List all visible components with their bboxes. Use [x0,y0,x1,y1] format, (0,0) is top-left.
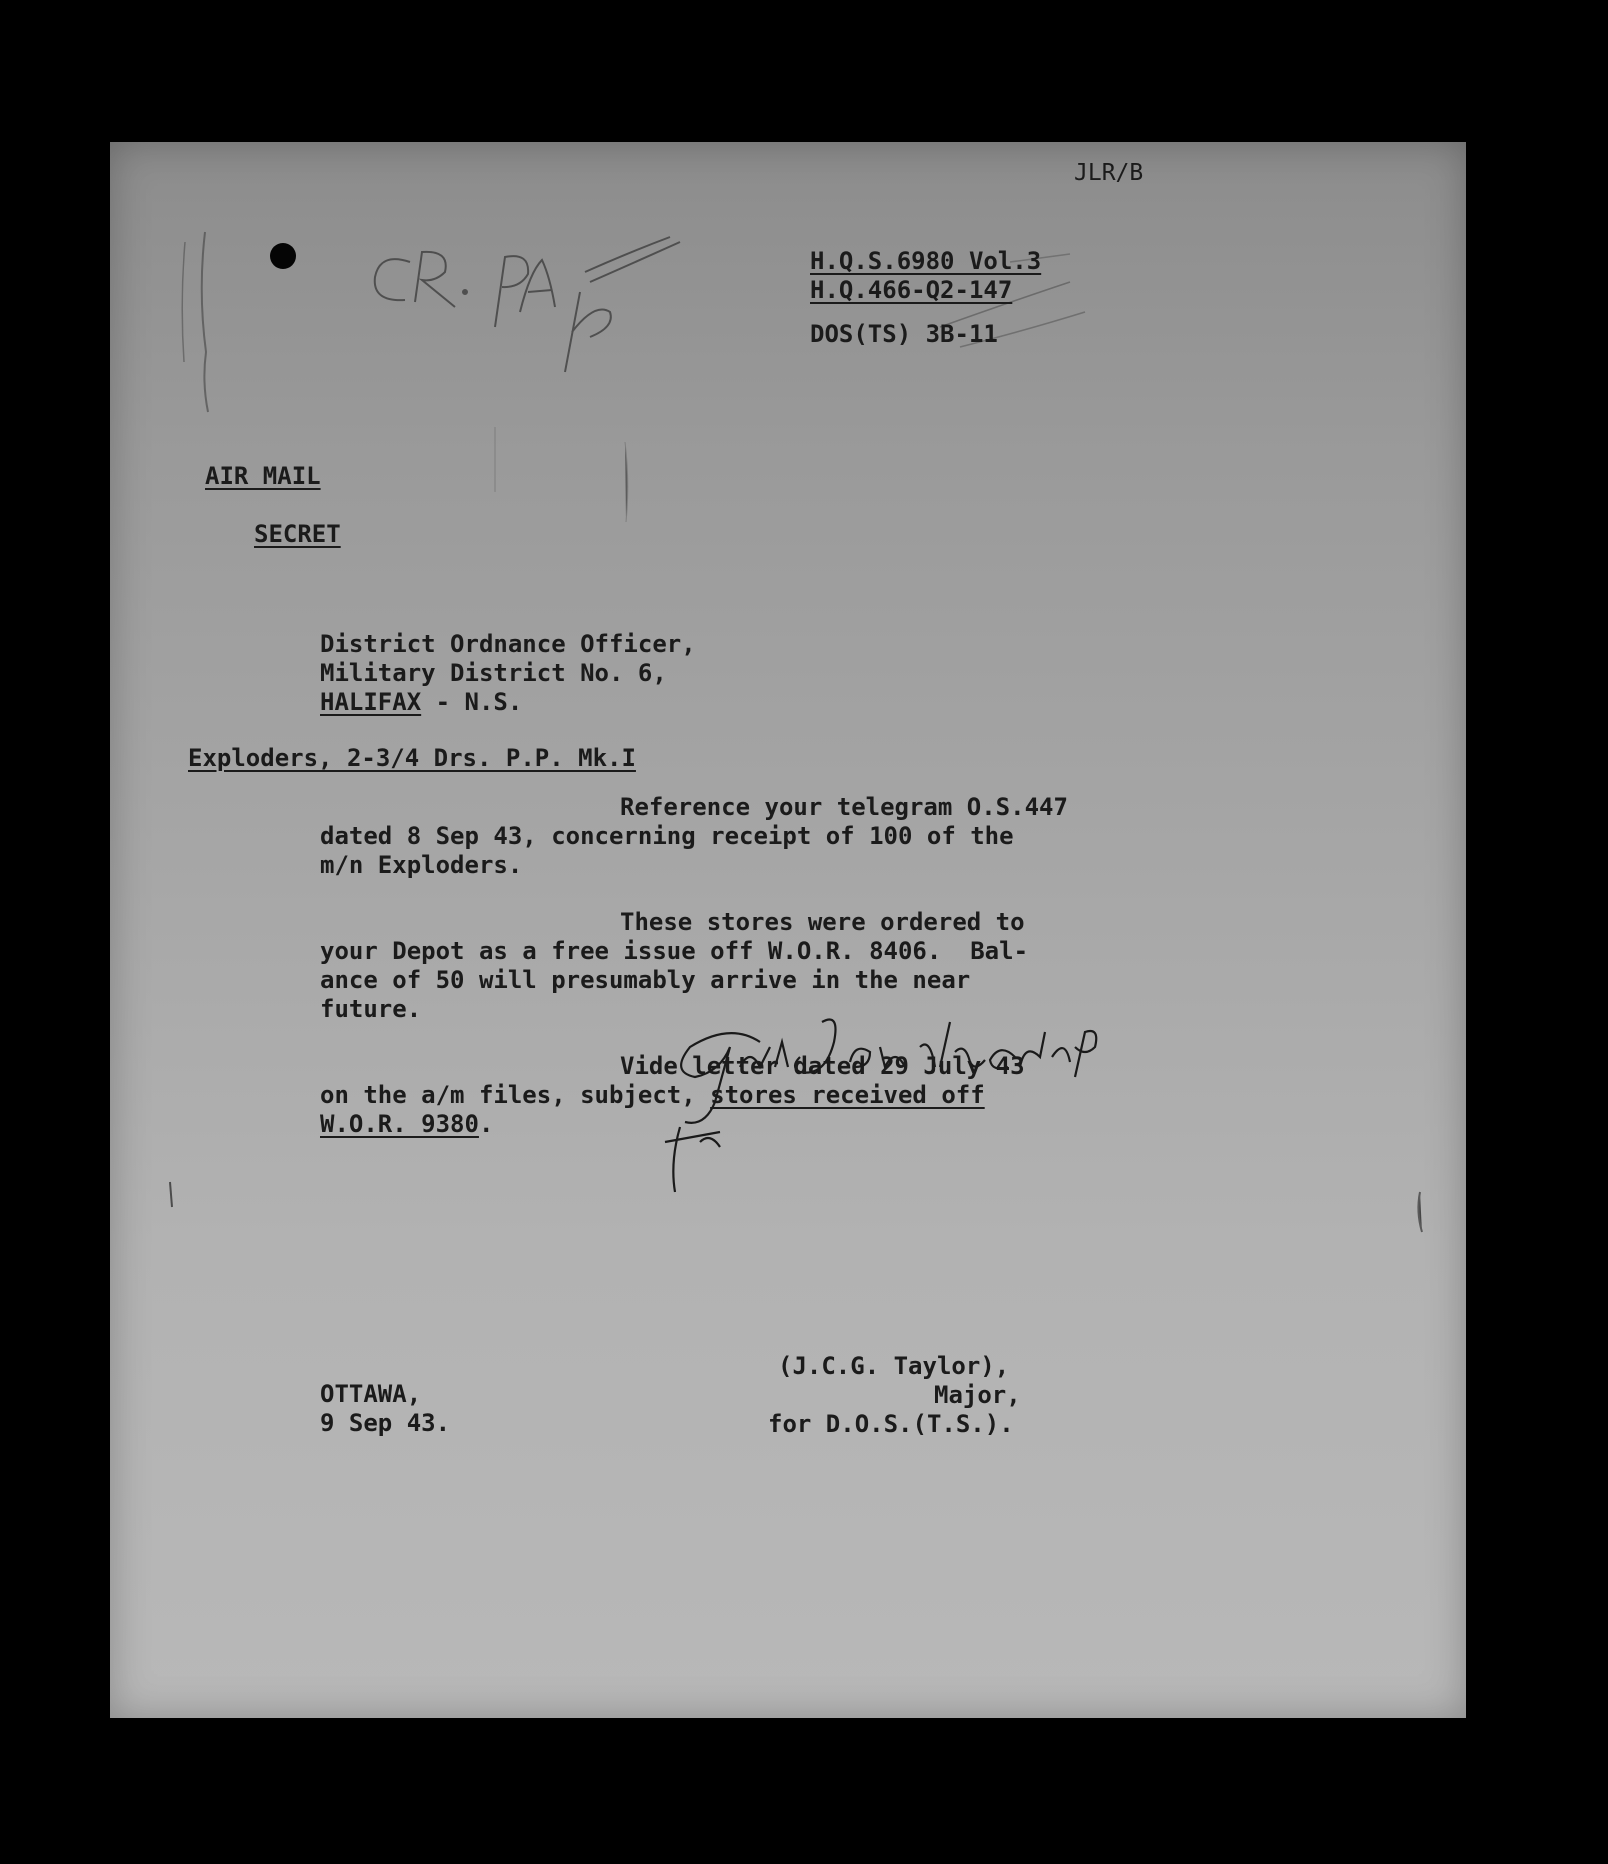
para2-line-1: These stores were ordered to [620,908,1025,936]
handwritten-note [375,237,680,372]
para3-text: on the a/m files, subject, [320,1081,711,1109]
para3-underlined-2: W.O.R. 9380 [320,1110,479,1138]
addressee-line-2: Military District No. 6, [320,659,667,687]
file-ref-2: H.Q.466-Q2-147 [810,276,1013,304]
para3-line-2 [320,1081,985,1110]
para1-line-3: m/n Exploders. [320,851,523,879]
air-mail-label: AIR MAIL [205,462,321,490]
addressee-line-3 [320,688,522,717]
para2-line-2: your Depot as a free issue off W.O.R. 8406. Bal- [320,937,1029,965]
addressee-line-1: District Ordnance Officer, [320,630,696,658]
signatory-rank: Major, [934,1381,1021,1409]
para3-line-1: Vide letter dated 29 July 43 [620,1052,1025,1080]
date: 9 Sep 43. [320,1409,451,1437]
file-ref-1: H.Q.S.6980 Vol.3 [810,247,1042,275]
punch-hole [270,243,296,269]
secret-label: SECRET [254,520,341,548]
para3-end: . [478,1110,494,1138]
para1-line-2: dated 8 Sep 43, concerning receipt of 100 of the [320,822,1014,850]
para2-line-3: ance of 50 will presumably arrive in the near [320,966,971,994]
para3-line-3 [320,1110,493,1139]
subject-line: Exploders, 2-3/4 Drs. P.P. Mk.I [188,744,636,772]
addressee-city: HALIFAX [320,688,422,716]
document-sheet [110,142,1466,1718]
corner-initials: JLR/B [1074,160,1144,186]
file-ref-3: DOS(TS) 3B-11 [810,320,998,348]
addressee-province: - N.S. [421,688,523,716]
signatory-office: for D.O.S.(T.S.). [768,1410,1014,1438]
place: OTTAWA, [320,1380,422,1408]
para3-underlined-1: stores received off [710,1081,985,1109]
para2-line-4: future. [320,995,422,1023]
signatory-name: (J.C.G. Taylor), [778,1352,1010,1380]
para1-line-1: Reference your telegram O.S.447 [620,793,1068,821]
